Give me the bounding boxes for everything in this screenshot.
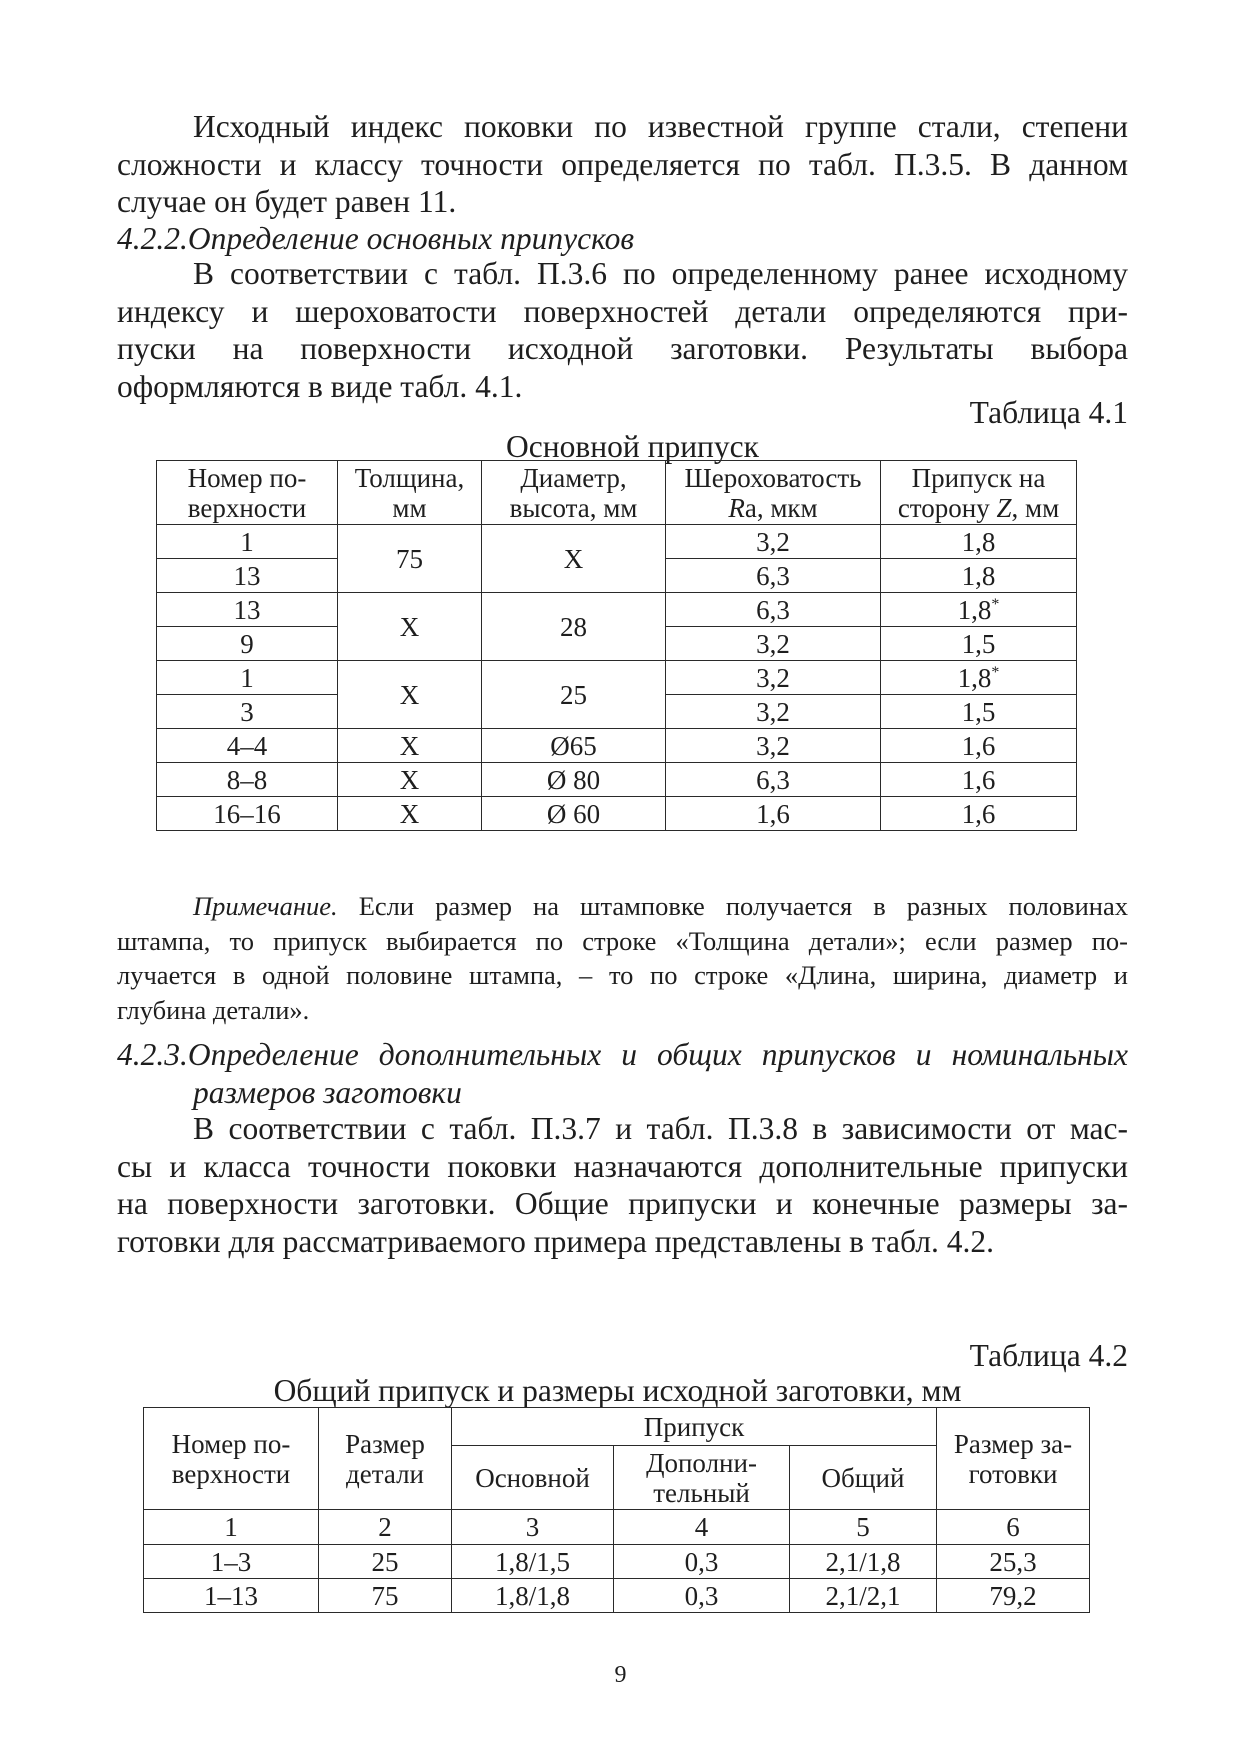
table-row bbox=[144, 1579, 1090, 1613]
header-blank-size: Размер за- готовки bbox=[937, 1408, 1090, 1510]
cell-thickness: Х bbox=[338, 763, 482, 797]
cell-allowance: 1,6 bbox=[881, 763, 1077, 797]
table-row bbox=[157, 525, 1077, 559]
header-allowance: Припуск на сторону Z, мм bbox=[881, 461, 1077, 525]
column-number: 4 bbox=[614, 1510, 790, 1545]
cell-surface: 9 bbox=[157, 627, 338, 661]
cell-surface: 16–16 bbox=[157, 797, 338, 831]
cell-allowance: 1,8 bbox=[881, 525, 1077, 559]
cell-surface: 1–13 bbox=[144, 1579, 319, 1613]
table2-title: Общий припуск и размеры исходной заготовки, мм bbox=[273, 1373, 962, 1408]
table1-label: Таблица 4.1 bbox=[969, 395, 1128, 430]
footnote-mark: * bbox=[991, 595, 1000, 613]
header-allowance: Припуск bbox=[452, 1408, 937, 1446]
header-surface-number: Номер по- верхности bbox=[144, 1408, 319, 1510]
cell-basic: 1,8/1,8 bbox=[452, 1579, 614, 1613]
cell-diameter: Х bbox=[482, 525, 666, 593]
cell-roughness: 3,2 bbox=[666, 695, 881, 729]
basic-allowance-table bbox=[156, 460, 1077, 831]
cell-allowance: 1,8* bbox=[881, 593, 1077, 627]
cell-roughness: 6,3 bbox=[666, 559, 881, 593]
cell-diameter: 25 bbox=[482, 661, 666, 729]
cell-total: 2,1/1,8 bbox=[790, 1545, 937, 1579]
table1-note: Примечание. Если размер на штамповке получается в разных половинах штампа, то припуск выбирается по строке «Толщина детали»; если размер по- лучается в одной половине штампа, – то по строке «Длина, ширина, диаметр и глубина детали». bbox=[117, 891, 1128, 1025]
cell-allowance: 1,6 bbox=[881, 729, 1077, 763]
cell-total: 2,1/2,1 bbox=[790, 1579, 937, 1613]
table1-header-row bbox=[157, 461, 1077, 525]
cell-part-size: 25 bbox=[319, 1545, 452, 1579]
total-allowance-table bbox=[143, 1407, 1090, 1613]
page-number: 9 bbox=[614, 1662, 627, 1688]
cell-basic: 1,8/1,5 bbox=[452, 1545, 614, 1579]
table-row bbox=[144, 1545, 1090, 1579]
header-total: Общий bbox=[790, 1446, 937, 1510]
header-basic: Основной bbox=[452, 1446, 614, 1510]
cell-surface: 4–4 bbox=[157, 729, 338, 763]
cell-diameter: Ø 60 bbox=[482, 797, 666, 831]
table2-column-numbers bbox=[144, 1510, 1090, 1545]
cell-allowance: 1,5 bbox=[881, 695, 1077, 729]
column-number: 3 bbox=[452, 1510, 614, 1545]
paragraph-basic-allowances: В соответствии с табл. П.3.6 по определенному ранее исходному индексу и шероховатости поверхностей детали определяются при- пуски на поверхности исходной заготовки. Результаты выбора оформляются в виде табл. 4.1. bbox=[117, 256, 1128, 404]
table-row bbox=[157, 763, 1077, 797]
cell-roughness: 3,2 bbox=[666, 627, 881, 661]
cell-surface: 13 bbox=[157, 593, 338, 627]
cell-surface: 8–8 bbox=[157, 763, 338, 797]
cell-diameter: Ø65 bbox=[482, 729, 666, 763]
cell-roughness: 6,3 bbox=[666, 763, 881, 797]
header-surface-number: Номер по- верхности bbox=[157, 461, 338, 525]
cell-part-size: 75 bbox=[319, 1579, 452, 1613]
note-label: Примечание. bbox=[193, 891, 338, 921]
header-additional: Дополни- тельный bbox=[614, 1446, 790, 1510]
cell-surface: 1 bbox=[157, 525, 338, 559]
cell-thickness: Х bbox=[338, 729, 482, 763]
header-roughness: Шероховатость Rа, мкм bbox=[666, 461, 881, 525]
column-number: 6 bbox=[937, 1510, 1090, 1545]
header-part-size: Размер детали bbox=[319, 1408, 452, 1510]
table2-header-row bbox=[144, 1408, 1090, 1446]
cell-additional: 0,3 bbox=[614, 1545, 790, 1579]
header-thickness: Толщина, мм bbox=[338, 461, 482, 525]
paragraph-intro: Исходный индекс поковки по известной группе стали, степени сложности и классу точности определяется по табл. П.3.5. В данном случае он будет равен 11. bbox=[117, 109, 1128, 219]
cell-thickness: Х bbox=[338, 593, 482, 661]
cell-roughness: 6,3 bbox=[666, 593, 881, 627]
table-row bbox=[157, 729, 1077, 763]
cell-surface: 3 bbox=[157, 695, 338, 729]
table-row bbox=[157, 593, 1077, 627]
cell-thickness: 75 bbox=[338, 525, 482, 593]
cell-roughness: 1,6 bbox=[666, 797, 881, 831]
header-diameter: Диаметр, высота, мм bbox=[482, 461, 666, 525]
cell-additional: 0,3 bbox=[614, 1579, 790, 1613]
cell-allowance: 1,8 bbox=[881, 559, 1077, 593]
cell-roughness: 3,2 bbox=[666, 661, 881, 695]
cell-surface: 1–3 bbox=[144, 1545, 319, 1579]
cell-roughness: 3,2 bbox=[666, 729, 881, 763]
table1-title: Основной припуск bbox=[506, 429, 759, 464]
table-row bbox=[157, 797, 1077, 831]
column-number: 1 bbox=[144, 1510, 319, 1545]
cell-diameter: Ø 80 bbox=[482, 763, 666, 797]
cell-allowance: 1,6 bbox=[881, 797, 1077, 831]
cell-surface: 13 bbox=[157, 559, 338, 593]
cell-blank-size: 25,3 bbox=[937, 1545, 1090, 1579]
column-number: 2 bbox=[319, 1510, 452, 1545]
footnote-mark: * bbox=[991, 663, 1000, 681]
cell-surface: 1 bbox=[157, 661, 338, 695]
table2-label: Таблица 4.2 bbox=[969, 1338, 1128, 1373]
table-row bbox=[157, 661, 1077, 695]
paragraph-additional-allowances: В соответствии с табл. П.3.7 и табл. П.3.8 в зависимости от мас- сы и класса точности поковки назначаются дополнительные припуски на поверхности заготовки. Общие припуски и конечные размеры за- готовки для рассматриваемого примера представлены в табл. 4.2. bbox=[117, 1111, 1128, 1259]
section-heading-4-2-2: 4.2.2.Определение основных припусков bbox=[117, 221, 635, 256]
cell-thickness: Х bbox=[338, 797, 482, 831]
cell-blank-size: 79,2 bbox=[937, 1579, 1090, 1613]
section-heading-4-2-3: 4.2.3.Определение дополнительных и общих припусков и номинальных размеров заготовки bbox=[117, 1037, 1128, 1110]
cell-diameter: 28 bbox=[482, 593, 666, 661]
cell-allowance: 1,8* bbox=[881, 661, 1077, 695]
cell-roughness: 3,2 bbox=[666, 525, 881, 559]
cell-thickness: Х bbox=[338, 661, 482, 729]
column-number: 5 bbox=[790, 1510, 937, 1545]
cell-allowance: 1,5 bbox=[881, 627, 1077, 661]
